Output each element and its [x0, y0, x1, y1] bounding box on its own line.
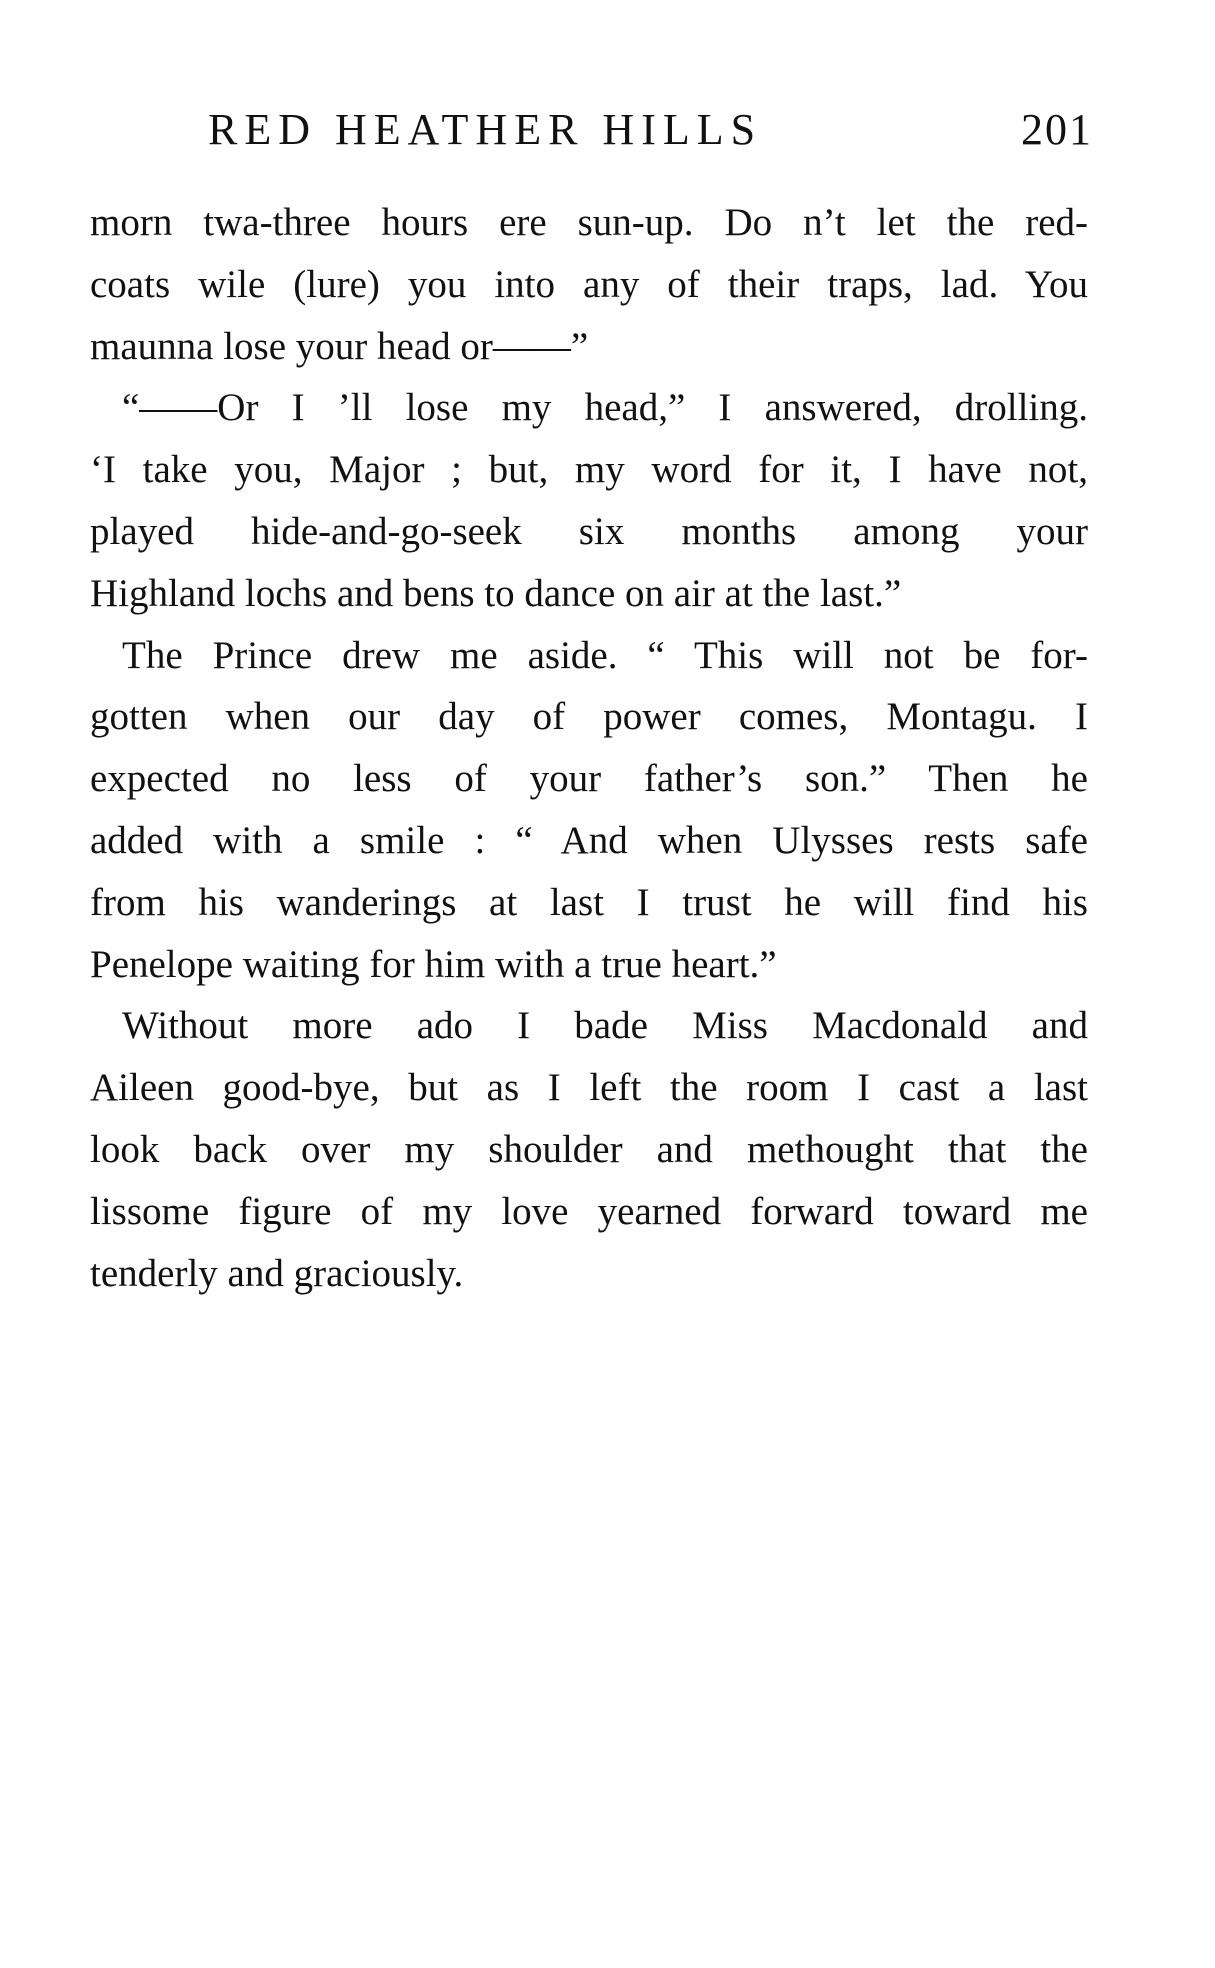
text-line: coats wile (lure) you into any of their traps, lad. You — [90, 262, 1088, 306]
text-line: Penelope waiting for him with a true heart.” — [90, 942, 777, 986]
page-number: 201 — [1021, 105, 1093, 154]
text-line: look back over my shoulder and methought that the — [90, 1127, 1088, 1171]
page-header — [208, 100, 1093, 160]
text-line: from his wanderings at last I trust he will find his — [90, 880, 1088, 924]
text-line: “——Or I ’ll lose my head,” I answered, drolling. — [122, 386, 1088, 430]
text-line: gotten when our day of power comes, Montagu. I — [90, 695, 1088, 739]
text-line: The Prince drew me aside. “ This will not be for- — [122, 633, 1088, 677]
text-line: added with a smile : “ And when Ulysses rests safe — [90, 818, 1088, 862]
text-line: maunna lose your head or——” — [90, 324, 589, 368]
running-title: RED HEATHER HILLS — [208, 105, 763, 154]
text-line: Without more ado I bade Miss Macdonald and — [122, 1004, 1088, 1048]
body-text — [90, 192, 1088, 1304]
text-line: lissome figure of my love yearned forward toward me — [90, 1189, 1088, 1233]
text-line: ‘I take you, Major ; but, my word for it, I have not, — [90, 448, 1088, 492]
text-line: Highland lochs and bens to dance on air at the last.” — [90, 571, 902, 615]
text-line: played hide-and-go-seek six months among your — [90, 509, 1088, 553]
text-line: morn twa-three hours ere sun-up. Do n’t let the red- — [90, 201, 1088, 244]
text-line: expected no less of your father’s son.” Then he — [90, 757, 1088, 801]
text-line: tenderly and graciously. — [90, 1251, 464, 1295]
text-line: Aileen good-bye, but as I left the room I cast a last — [90, 1066, 1088, 1110]
